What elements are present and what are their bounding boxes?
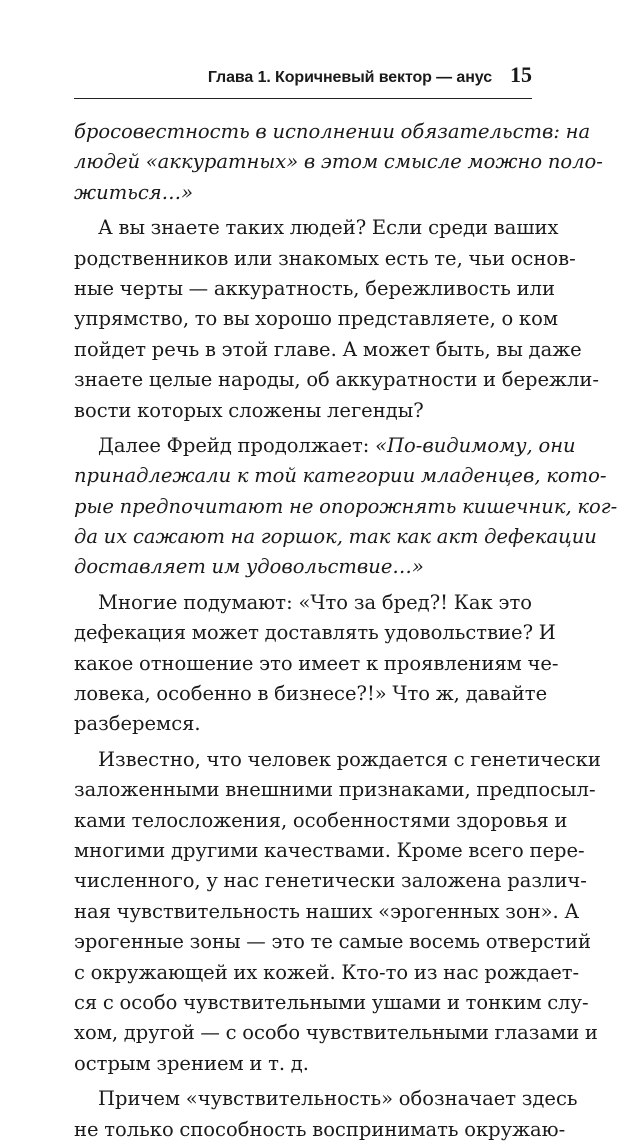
page-number: 15 xyxy=(510,62,532,87)
text-segment: ся с особо чувствительными ушами и тонким слу- xyxy=(74,990,589,1014)
text-line xyxy=(74,588,532,618)
text-segment: дефекация может доставлять удовольствие? И xyxy=(74,621,556,645)
text-line xyxy=(74,431,576,461)
text-segment: ная чувствительность наших «эрогенных зон». А xyxy=(74,899,580,923)
text-segment: Причем «чувствительность» обозначает здесь xyxy=(98,1087,578,1111)
text-segment: ные черты — аккуратность, бережливость или xyxy=(74,276,555,300)
text-segment: заложенными внешними признаками, предпосыл- xyxy=(74,778,596,802)
paragraph xyxy=(74,1084,578,1145)
text-line xyxy=(74,836,585,866)
text-segment: знаете целые народы, об аккуратности и бережли- xyxy=(74,368,599,392)
text-segment: разберемся. xyxy=(74,712,201,736)
text-line xyxy=(74,1018,598,1048)
text-segment: Известно, что человек рождается с генетически xyxy=(98,747,601,771)
text-segment: родственников или знакомых есть те, чьи основ- xyxy=(74,246,576,270)
text-line xyxy=(74,1049,532,1079)
text-segment: Далее Фрейд продолжает: xyxy=(98,433,376,457)
text-segment: с окружающей их кожей. Кто-то из нас рождает- xyxy=(74,960,580,984)
running-head xyxy=(74,62,532,92)
text-segment: многими другими качествами. Кроме всего пере- xyxy=(74,838,585,862)
text-line xyxy=(74,927,591,957)
text-line xyxy=(74,1084,578,1114)
paragraph xyxy=(74,117,603,208)
text-line xyxy=(74,618,556,648)
chapter-title: Глава 1. Коричневый вектор — анус xyxy=(207,69,492,86)
text-line xyxy=(74,117,591,147)
text-line xyxy=(74,461,607,491)
text-line xyxy=(74,147,603,177)
text-line xyxy=(74,775,596,805)
paragraph xyxy=(74,588,559,740)
text-segment: Многие подумают: «Что за бред?! Как это xyxy=(98,590,532,614)
text-segment: какое отношение это имеет к проявлениям че- xyxy=(74,651,559,675)
italic-text: да их сажают на горшок, так как акт дефекации xyxy=(74,525,597,549)
text-line xyxy=(74,958,580,988)
text-line xyxy=(74,396,532,426)
text-line xyxy=(74,679,548,709)
paragraph xyxy=(74,213,599,426)
text-line xyxy=(74,897,580,927)
text-line xyxy=(74,552,532,582)
italic-text: «По-видимому, они xyxy=(375,433,576,457)
text-segment: острым зрением и т. д. xyxy=(74,1051,309,1075)
italic-text: рые предпочитают не опорожнять кишечник, ког- xyxy=(74,494,618,518)
text-line xyxy=(74,522,597,552)
text-line xyxy=(74,335,582,365)
text-segment: ками телосложения, особенностями здоровья и xyxy=(74,808,568,832)
text-line xyxy=(74,649,559,679)
text-segment: численного, у нас генетически заложена различ- xyxy=(74,869,587,893)
text-line xyxy=(74,1115,566,1145)
text-segment: А вы знаете таких людей? Если среди ваших xyxy=(98,216,559,240)
text-line xyxy=(74,806,568,836)
italic-text: бросовестность в исполнении обязательств: на xyxy=(74,120,591,143)
text-segment: упрямство, то вы хорошо представляете, о ком xyxy=(74,307,559,331)
italic-text: доставляет им удовольствие…» xyxy=(74,555,424,579)
paragraph xyxy=(74,745,601,1079)
text-segment: вости которых сложены легенды? xyxy=(74,398,424,422)
paragraph xyxy=(74,431,618,583)
text-line xyxy=(74,178,532,208)
text-line xyxy=(74,365,599,395)
text-line xyxy=(74,274,555,304)
text-line xyxy=(74,745,601,775)
text-segment: ловека, особенно в бизнесе?!» Что ж, давайте xyxy=(74,682,548,706)
body-text xyxy=(74,117,618,1145)
italic-text: людей «аккуратных» в этом смысле можно поло- xyxy=(74,150,603,174)
header-rule xyxy=(74,98,532,99)
italic-text: житься…» xyxy=(74,180,194,204)
text-line xyxy=(74,244,576,274)
text-line xyxy=(74,213,559,243)
text-line xyxy=(74,988,589,1018)
italic-text: принадлежали к той категории младенцев, кото- xyxy=(74,464,607,488)
text-line xyxy=(74,866,587,896)
text-segment: пойдет речь в этой главе. А может быть, вы даже xyxy=(74,337,582,361)
text-line xyxy=(74,304,559,334)
text-segment: не только способность воспринимать окружаю- xyxy=(74,1117,566,1141)
text-segment: хом, другой — с особо чувствительными глазами и xyxy=(74,1021,598,1045)
text-segment: эрогенные зоны — это те самые восемь отверстий xyxy=(74,930,591,954)
text-line xyxy=(74,709,532,739)
text-line xyxy=(74,492,618,522)
